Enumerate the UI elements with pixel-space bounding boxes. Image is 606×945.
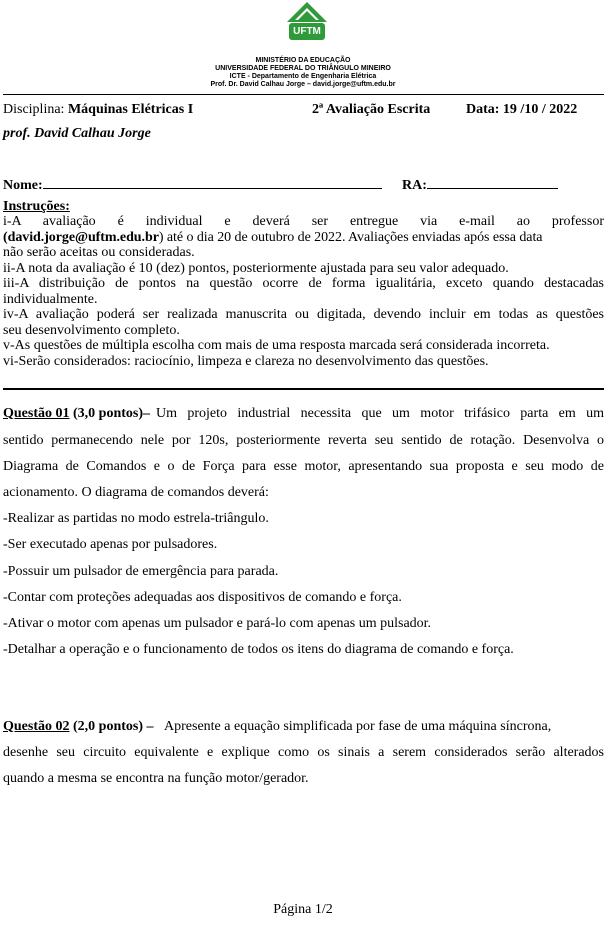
q1-points: (3,0 pontos) — [69, 406, 144, 421]
instruction-i-email: (david.jorge@uftm.edu.br — [3, 229, 159, 245]
q2-text-line3: quando a mesma se encontra na função motor/gerador. — [3, 771, 309, 786]
instruction-v: v-As questões de múltipla escolha com mais de uma resposta marcada será considerada incorreta. — [3, 338, 550, 353]
question-01 — [3, 406, 604, 666]
instructions-divider — [3, 388, 604, 390]
instruction-ii: ii-A nota da avaliação é 10 (dez) pontos, posteriormente ajustada para seu valor adequado. — [3, 260, 509, 276]
discipline — [3, 102, 193, 117]
instructions-title: Instruções: — [3, 199, 70, 214]
instruction-i-line2 — [3, 230, 604, 246]
q2-label: Questão 02 — [3, 719, 70, 734]
q1-text-line1: Um projeto industrial necessita que um motor trifásico parta em um — [156, 406, 604, 421]
header-ministry: MINISTÉRIO DA EDUCAÇÃO — [255, 57, 351, 64]
q1-text-line2: sentido permanecendo nele por 120s, posteriormente reverta seu sentido de rotação. Desenvolva o — [3, 433, 604, 448]
q2-text-line2: desenhe seu circuito equivalente e explique como os sinais a serem considerados serão alterados — [3, 745, 604, 760]
ra-blank-line — [427, 176, 558, 189]
header-professor-contact: Prof. Dr. David Calhau Jorge – david.jorge@uftm.edu.br — [210, 81, 396, 88]
q1-label: Questão 01 — [3, 406, 70, 421]
q1-line1 — [3, 406, 604, 422]
header-department: ICTE - Departamento de Engenharia Elétrica — [229, 73, 377, 80]
instruction-iii-line2: individualmente. — [3, 291, 98, 307]
q1-dash: – — [143, 406, 151, 421]
q2-points: (2,0 pontos) — [69, 719, 144, 734]
q1-item: -Ativar o motor com apenas um pulsador e pará-lo com apenas um pulsador. — [3, 616, 432, 631]
instructions-list — [3, 214, 604, 369]
name-blank-line — [43, 176, 382, 189]
instruction-i-line3: não serão aceitas ou consideradas. — [3, 245, 195, 260]
instruction-i-deadline: ) até o dia 20 de outubro de 2022. Avaliações enviadas após essa data — [158, 229, 543, 245]
university-logo — [283, 0, 331, 44]
discipline-label: Disciplina: — [3, 102, 68, 117]
instruction-iv-line1: iv-A avaliação poderá ser realizada manuscrita ou digitada, devendo incluir em todas as questões — [3, 307, 604, 322]
logo-emblem-icon — [283, 0, 331, 44]
q1-item: -Ser executado apenas por pulsadores. — [3, 537, 218, 552]
header-university: UNIVERSIDADE FEDERAL DO TRIÂNGULO MINEIRO — [215, 65, 391, 72]
name-label: Nome: — [3, 178, 43, 193]
q2-dash: – — [143, 719, 154, 734]
q1-text-line3: Diagrama de Comandos e o de Força para esse motor, apresentando sua proposta e seu modo de — [3, 459, 604, 474]
evaluation-title: 2ª Avaliação Escrita — [312, 102, 431, 117]
question-02 — [3, 719, 604, 799]
q1-item: -Contar com proteções adequadas aos dispositivos de comando e força. — [3, 590, 402, 605]
logo-text: UFTM — [293, 26, 321, 37]
ra-label: RA: — [402, 178, 427, 193]
discipline-name: Máquinas Elétricas I — [67, 102, 194, 117]
name-field — [3, 176, 382, 193]
professor-name: prof. David Calhau Jorge — [3, 126, 151, 141]
page-number: Página 1/2 — [273, 902, 333, 917]
q1-item: -Realizar as partidas no modo estrela-triângulo. — [3, 511, 269, 526]
instruction-vi: vi-Serão considerados: raciocínio, limpeza e clareza no desenvolvimento das questões. — [3, 353, 489, 369]
ra-field — [402, 176, 558, 193]
q2-line1 — [3, 719, 551, 735]
exam-date: Data: 19 /10 / 2022 — [466, 102, 578, 117]
instruction-iii-line1: iii-A distribuição de pontos na questão ocorre de forma igualitária, exceto quando destacadas — [3, 276, 604, 291]
q2-text-line1: Apresente a equação simplificada por fase de uma máquina síncrona, — [164, 719, 552, 734]
q1-item: -Detalhar a operação e o funcionamento de todos os itens do diagrama de comando e força. — [3, 642, 514, 657]
q1-text-line4: acionamento. O diagrama de comandos deverá: — [3, 485, 269, 500]
q1-item: -Possuir um pulsador de emergência para parada. — [3, 564, 279, 579]
instruction-iv-line2: seu desenvolvimento completo. — [3, 322, 180, 338]
instruction-i-line1: i-A avaliação é individual e deverá ser entregue via e-mail ao professor — [3, 214, 604, 229]
header-divider — [3, 94, 604, 95]
